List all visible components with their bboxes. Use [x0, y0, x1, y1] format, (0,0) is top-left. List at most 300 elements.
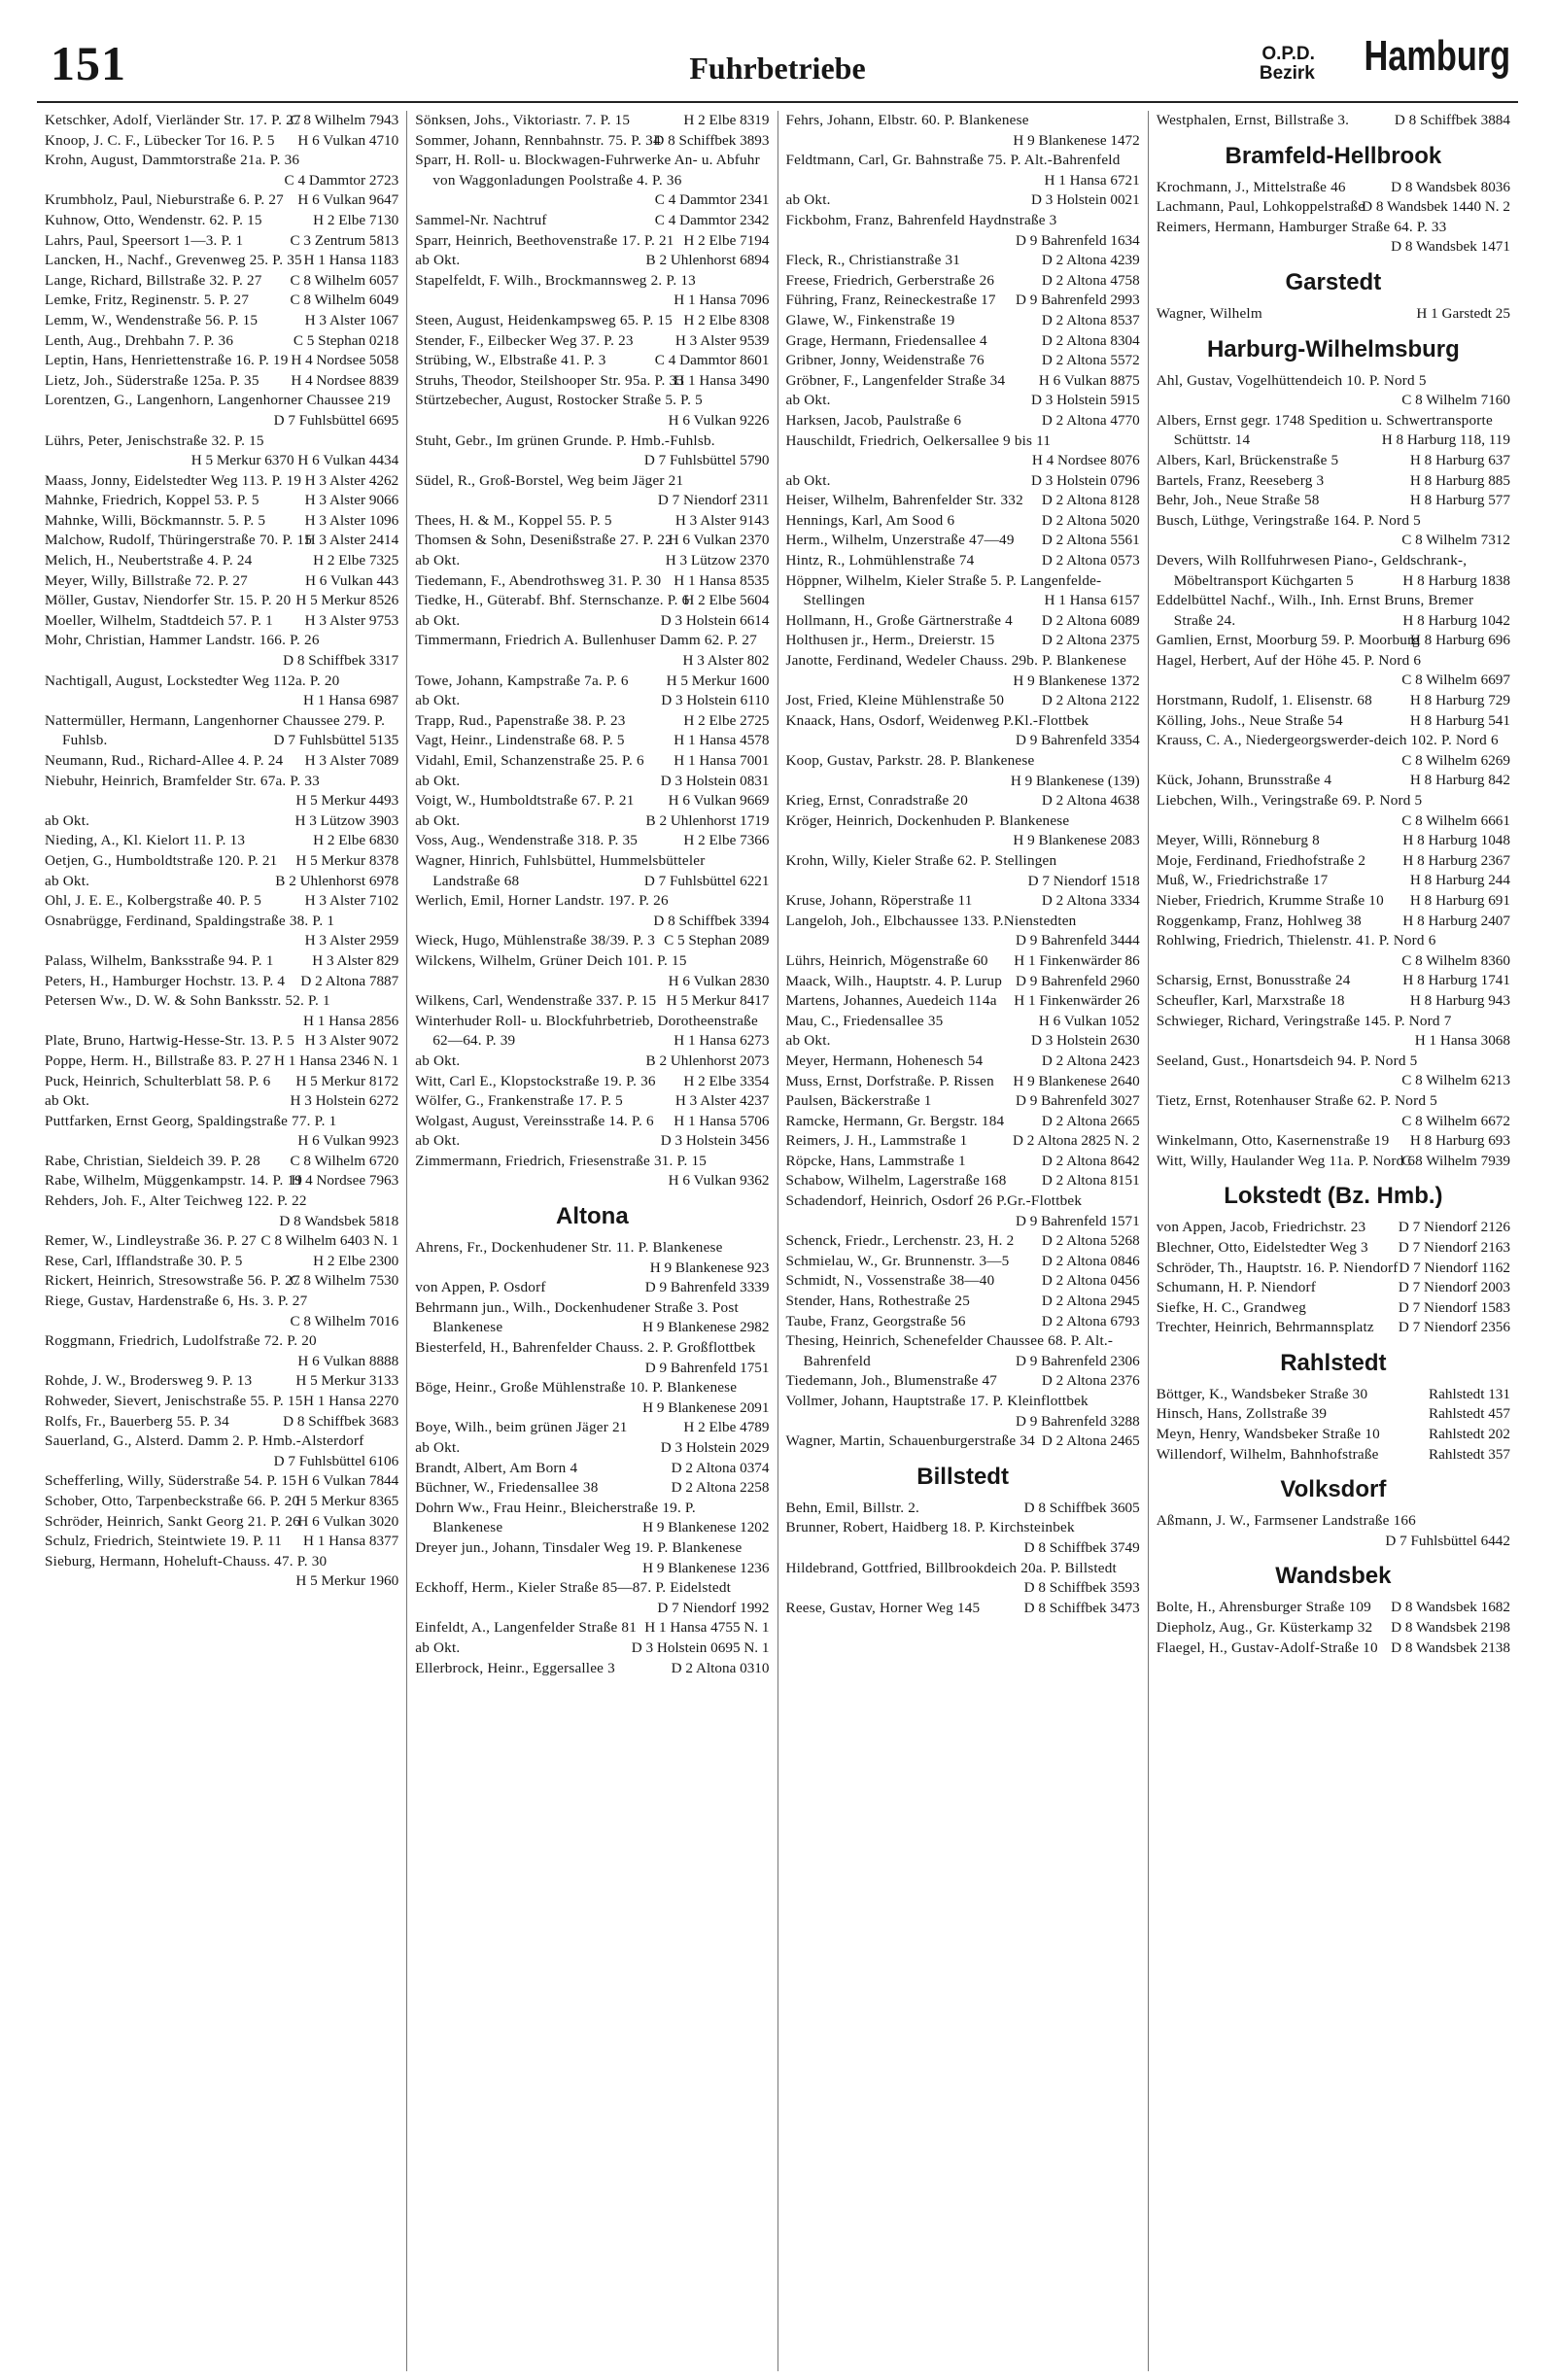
phone-number: H 8 Harburg 1042	[1402, 611, 1510, 629]
listing-name-address: Büchner, W., Friedensallee 38	[415, 1479, 599, 1497]
listing-name-address: Schulz, Friedrich, Steintwiete 19. P. 11	[45, 1533, 283, 1550]
listing-name-address: Krohn, Willy, Kieler Straße 62. P. Stellingen	[785, 851, 1057, 869]
listing-name-address: Tiedemann, F., Abendrothsweg 31. P. 30	[415, 571, 662, 589]
listing-name-address: Lahrs, Paul, Speersort 1—3. P. 1	[45, 231, 244, 249]
listing-name-address: Krohn, August, Dammtorstraße 21a. P. 36	[45, 152, 300, 169]
listing-column-2	[406, 111, 777, 2371]
listing-entry	[1157, 731, 1510, 771]
listing-entry	[786, 391, 1140, 411]
listing-entry	[786, 1518, 1140, 1558]
phone-number: H 8 Harburg 1741	[1402, 972, 1510, 989]
listing-entry	[1157, 871, 1510, 891]
listing-name-address: Schenck, Friedr., Lerchenstr. 23, H. 2	[785, 1232, 1015, 1250]
listing-name-address: Boye, Wilh., beim grünen Jäger 21	[415, 1419, 628, 1436]
listing-entry	[415, 1338, 769, 1378]
listing-entry	[45, 491, 398, 511]
listing-entry	[45, 672, 398, 711]
listing-entry	[45, 231, 398, 252]
phone-number: D 2 Altona 4638	[1041, 792, 1140, 810]
listing-name-address: Jost, Fried, Kleine Mühlenstraße 50	[785, 692, 1005, 709]
phone-number: D 7 Niendorf 1162	[1399, 1259, 1510, 1276]
listing-entry	[415, 1091, 769, 1112]
listing-entry	[45, 571, 398, 592]
listing-name-address: Meyer, Willi, Rönneburg 8	[1156, 832, 1320, 849]
listing-name-address: ab Okt.	[415, 772, 461, 789]
listing-name-address: Lemke, Fritz, Reginenstr. 5. P. 27	[45, 292, 250, 309]
district-heading: Wandsbek	[1275, 1563, 1392, 1590]
phone-number: H 6 Vulkan 2830	[668, 972, 770, 989]
listing-entry	[415, 351, 769, 371]
listing-entry	[45, 631, 398, 671]
phone-number: H 6 Vulkan 9923	[297, 1132, 399, 1150]
listing-name-address: Maass, Jonny, Eidelstedter Weg 113. P. 19	[45, 471, 302, 489]
listing-name-address: Thees, H. & M., Koppel 55. P. 5	[415, 511, 612, 529]
phone-number: D 9 Bahrenfeld 1571	[1015, 1212, 1140, 1229]
listing-entry	[1157, 831, 1510, 851]
phone-number: H 4 Nordsee 8076	[1031, 452, 1140, 469]
listing-name-address: Meyer, Hermann, Hohenesch 54	[785, 1052, 984, 1069]
listing-entry	[45, 1392, 398, 1412]
phone-number: D 8 Schiffbek 3593	[1023, 1579, 1140, 1597]
listing-entry	[1157, 451, 1510, 471]
listing-name-address: Thesing, Heinrich, Schenefelder Chaussee 68. P. Alt.-Bahrenfeld	[785, 1332, 1114, 1369]
listing-name-address: Schröder, Th., Hauptstr. 16. P. Niendorf	[1156, 1259, 1399, 1276]
listing-name-address: Kück, Johann, Brunsstraße 4	[1156, 772, 1332, 789]
listing-name-address: Hinsch, Hans, Zollstraße 39	[1156, 1405, 1328, 1423]
listing-name-address: Sparr, H. Roll- u. Blockwagen-Fuhrwerke An- u. Abfuhr von Waggonladungen Poolstraße 4. P. 36	[415, 152, 760, 189]
listing-name-address: Aßmann, J. W., Farmsener Landstraße 166	[1156, 1512, 1416, 1530]
phone-number: H 2 Elbe 8319	[683, 112, 770, 128]
listing-entry	[45, 1492, 398, 1512]
phone-number: H 8 Harburg 541	[1409, 711, 1510, 729]
listing-name-address: Lange, Richard, Billstraße 32. P. 27	[45, 271, 262, 289]
phone-number: H 5 Merkur 1960	[295, 1572, 399, 1590]
phone-number: H 6 Vulkan 9669	[668, 792, 770, 810]
listing-entry	[415, 151, 769, 211]
listing-entry	[786, 1012, 1140, 1032]
listing-entry	[415, 1578, 769, 1618]
listing-entry	[45, 1152, 398, 1172]
phone-number: H 1 Hansa 4755 N. 1	[644, 1619, 770, 1637]
listing-name-address: Diepholz, Aug., Gr. Küsterkamp 32	[1156, 1619, 1373, 1637]
listing-entry	[45, 912, 398, 951]
phone-number: D 7 Niendorf 1583	[1398, 1298, 1510, 1316]
listing-name-address: Trapp, Rud., Papenstraße 38. P. 23	[415, 711, 626, 729]
phone-number: H 6 Vulkan 4710	[297, 131, 399, 149]
listing-name-address: Puttfarken, Ernst Georg, Spaldingstraße 77. P. 1	[45, 1112, 337, 1129]
listing-entry	[415, 831, 769, 851]
listing-name-address: Niebuhr, Heinrich, Bramfelder Str. 67a. P. 33	[45, 772, 320, 789]
listing-name-address: Rolfs, Fr., Bauerberg 55. P. 34	[45, 1412, 229, 1430]
listing-entry	[786, 1231, 1140, 1252]
phone-number: D 2 Altona 2375	[1041, 632, 1140, 649]
listing-entry	[45, 431, 398, 471]
listing-entry	[45, 1072, 398, 1092]
listing-name-address: ab Okt.	[415, 1052, 461, 1069]
phone-number: H 3 Alster 9753	[304, 611, 399, 629]
phone-number: C 8 Wilhelm 6213	[1401, 1072, 1510, 1089]
listing-name-address: Albers, Ernst gegr. 1748 Spedition u. Schwertransporte Schüttstr. 14	[1156, 411, 1493, 449]
listing-name-address: Lietz, Joh., Süderstraße 125a. P. 35	[45, 371, 259, 389]
listing-name-address: ab Okt.	[785, 1032, 831, 1050]
listing-name-address: ab Okt.	[785, 392, 831, 409]
phone-number: B 2 Uhlenhorst 1719	[645, 811, 770, 829]
listing-entry	[415, 571, 769, 592]
listing-entry	[45, 811, 398, 832]
listing-entry	[415, 772, 769, 792]
listing-name-address: Seeland, Gust., Honartsdeich 94. P. Nord 5	[1156, 1052, 1418, 1069]
phone-number: H 9 Blankenese 1472	[1013, 131, 1140, 149]
phone-number: H 8 Harburg 244	[1409, 872, 1510, 889]
listing-entry	[786, 491, 1140, 511]
listing-name-address: Meyn, Henry, Wandsbeker Straße 10	[1156, 1426, 1380, 1443]
listing-entry	[786, 190, 1140, 211]
listing-entry	[415, 791, 769, 811]
phone-number: H 1 Hansa 6273	[674, 1032, 770, 1050]
listing-entry	[45, 951, 398, 972]
phone-number: H 3 Holstein 6272	[290, 1092, 399, 1110]
listing-name-address: Poppe, Herm. H., Billstraße 83. P. 27	[45, 1052, 271, 1069]
phone-number: H 8 Harburg 693	[1409, 1132, 1510, 1150]
listing-entry	[786, 951, 1140, 972]
phone-number: H 8 Harburg 2407	[1402, 912, 1510, 929]
phone-number: D 8 Schiffbek 3317	[283, 652, 399, 670]
phone-number: D 2 Altona 0456	[1041, 1272, 1140, 1290]
listing-name-address: Moje, Ferdinand, Friedhofstraße 2	[1156, 851, 1366, 869]
listing-name-address: Heiser, Wilhelm, Bahrenfelder Str. 332	[785, 492, 1023, 509]
listing-name-address: Trechter, Heinrich, Behrmannsplatz	[1156, 1319, 1374, 1336]
phone-number: D 2 Altona 0846	[1041, 1252, 1140, 1269]
phone-number: H 5 Merkur 8417	[666, 992, 770, 1010]
listing-entry	[415, 631, 769, 671]
phone-number: C 3 Zentrum 5813	[290, 231, 399, 249]
listing-entry	[786, 371, 1140, 392]
listing-name-address: Brandt, Albert, Am Born 4	[415, 1459, 578, 1476]
phone-number: H 3 Alster 2959	[304, 932, 399, 949]
listing-name-address: Gribner, Jonny, Weidenstraße 76	[785, 352, 985, 369]
listing-entry	[415, 672, 769, 692]
phone-number: D 2 Altona 6793	[1041, 1312, 1140, 1329]
phone-number: D 3 Holstein 0796	[1030, 471, 1140, 489]
listing-entry	[45, 1191, 398, 1231]
phone-number: D 7 Fuhlsbüttel 6221	[643, 872, 770, 889]
listing-name-address: Winterhuder Roll- u. Blockfuhrbetrieb, Dorotheenstraße 62—64. P. 39	[415, 1012, 758, 1050]
listing-name-address: Behrmann jun., Wilh., Dockenhudener Straße 3. Post Blankenese	[415, 1298, 739, 1336]
listing-name-address: Flaegel, H., Gustav-Adolf-Straße 10	[1156, 1638, 1378, 1656]
listing-entry	[415, 551, 769, 571]
listing-name-address: Vagt, Heinr., Lindenstraße 68. P. 5	[415, 732, 625, 749]
listing-name-address: Nieber, Friedrich, Krumme Straße 10	[1156, 892, 1384, 909]
phone-number: D 7 Niendorf 2163	[1398, 1238, 1510, 1256]
listing-entry	[786, 691, 1140, 711]
listing-name-address: Winkelmann, Otto, Kasernenstraße 19	[1156, 1132, 1390, 1150]
listing-columns	[37, 111, 1518, 2371]
listing-name-address: ab Okt.	[415, 552, 461, 569]
phone-number: D 9 Bahrenfeld 1634	[1015, 231, 1140, 249]
phone-number: D 2 Altona 8642	[1041, 1152, 1140, 1169]
listing-name-address: Schefferling, Willy, Süderstraße 54. P. 15	[45, 1472, 296, 1490]
listing-name-address: Dreyer jun., Johann, Tinsdaler Weg 19. P. Blankenese	[415, 1538, 743, 1556]
phone-number: D 2 Altona 5561	[1041, 532, 1140, 549]
phone-number: D 2 Altona 2665	[1041, 1112, 1140, 1129]
listing-name-address: Sönksen, Johs., Viktoriastr. 7. P. 15	[415, 112, 631, 128]
listing-name-address: Glawe, W., Finkenstraße 19	[785, 311, 955, 328]
listing-name-address: Gröbner, F., Langenfelder Straße 34	[785, 371, 1006, 389]
phone-number: D 9 Bahrenfeld 2960	[1015, 972, 1140, 989]
phone-number: H 2 Elbe 8308	[683, 311, 770, 328]
phone-number: H 3 Alster 829	[312, 951, 399, 969]
phone-number: Rahlstedt 202	[1429, 1426, 1510, 1443]
listing-column-1	[37, 111, 406, 2371]
phone-number: C 8 Wilhelm 7312	[1401, 532, 1510, 549]
listing-name-address: Tiedke, H., Güterabf. Bhf. Sternschanze. P. 6	[415, 592, 690, 609]
listing-name-address: Lancken, H., Nachf., Grevenweg 25. P. 35	[45, 252, 302, 269]
listing-entry	[415, 1459, 769, 1479]
listing-name-address: ab Okt.	[415, 611, 461, 629]
listing-name-address: ab Okt.	[415, 811, 461, 829]
listing-entry	[415, 731, 769, 751]
listing-entry	[45, 851, 398, 872]
listing-entry	[1157, 371, 1510, 411]
listing-name-address: Voigt, W., Humboldtstraße 67. P. 21	[415, 792, 635, 810]
listing-name-address: Rohweder, Sievert, Jenischstraße 55. P. 15	[45, 1393, 303, 1409]
listing-entry	[786, 1152, 1140, 1172]
listing-entry	[415, 611, 769, 632]
listing-name-address: ab Okt.	[785, 471, 831, 489]
listing-column-4	[1148, 111, 1518, 2371]
phone-number: D 3 Holstein 2630	[1030, 1032, 1140, 1050]
listing-name-address: Muss, Ernst, Dorfstraße. P. Rissen	[785, 1072, 994, 1089]
phone-number: H 2 Elbe 7194	[683, 231, 770, 249]
listing-entry	[45, 1171, 398, 1191]
district-heading: Volksdorf	[1280, 1476, 1387, 1503]
listing-name-address: Petersen Ww., D. W. & Sohn Banksstr. 52. P. 1	[45, 992, 330, 1010]
listing-entry	[786, 411, 1140, 431]
listing-entry	[45, 591, 398, 611]
listing-entry	[415, 251, 769, 271]
phone-number: D 3 Holstein 3456	[660, 1132, 770, 1150]
phone-number: H 6 Vulkan 9647	[297, 191, 399, 209]
listing-entry	[45, 211, 398, 231]
listing-entry	[1157, 411, 1510, 451]
listing-entry	[786, 1499, 1140, 1519]
district-heading: Garstedt	[1285, 268, 1382, 295]
phone-number: H 9 Blankenese 1202	[642, 1519, 770, 1536]
listing-entry	[45, 872, 398, 892]
listing-entry	[415, 111, 769, 131]
phone-number: C 8 Wilhelm 6049	[290, 292, 399, 309]
listing-name-address: Holthusen jr., Herm., Dreierstr. 15	[785, 632, 995, 649]
listing-name-address: Fickbohm, Franz, Bahrenfeld Haydnstraße 3	[785, 211, 1057, 228]
phone-number: H 1 Hansa 7001	[674, 752, 770, 769]
listing-name-address: Führing, Franz, Reineckestraße 17	[785, 292, 996, 309]
listing-name-address: ab Okt.	[45, 811, 90, 829]
listing-name-address: Maack, Wilh., Hauptstr. 4. P. Lurup	[785, 972, 1003, 989]
listing-entry	[786, 651, 1140, 691]
listing-entry	[45, 151, 398, 190]
phone-number: H 1 Hansa 1183	[303, 252, 399, 269]
listing-entry	[786, 351, 1140, 371]
phone-number: H 1 Hansa 3490	[674, 371, 770, 389]
phone-number: H 3 Alster 802	[682, 652, 770, 670]
listing-entry	[415, 1112, 769, 1132]
listing-entry	[415, 311, 769, 331]
listing-entry	[45, 1552, 398, 1592]
phone-number: H 3 Alster 9072	[304, 1032, 399, 1050]
listing-entry	[786, 1112, 1140, 1132]
listing-name-address: Krauss, C. A., Niedergeorgswerder-deich 102. P. Nord 6	[1156, 732, 1499, 749]
listing-name-address: Witt, Carl E., Klopstockstraße 19. P. 36	[415, 1072, 656, 1089]
listing-name-address: Böge, Heinr., Große Mühlenstraße 10. P. Blankenese	[415, 1379, 738, 1397]
phone-number: C 5 Stephan 0218	[293, 331, 399, 349]
listing-name-address: Leptin, Hans, Henriettenstraße 16. P. 19	[45, 352, 289, 369]
page-number: 151	[51, 36, 126, 90]
listing-entry	[786, 791, 1140, 811]
listing-entry	[786, 291, 1140, 311]
listing-entry	[415, 211, 769, 231]
listing-name-address: Vidahl, Emil, Schanzenstraße 25. P. 6	[415, 752, 644, 769]
phone-number: C 4 Dammtor 2341	[654, 191, 770, 209]
listing-entry	[45, 751, 398, 772]
phone-number: H 8 Harburg 2367	[1402, 851, 1510, 869]
listing-entry	[45, 1271, 398, 1292]
listing-entry	[786, 551, 1140, 571]
listing-name-address: Stuht, Gebr., Im grünen Grunde. P. Hmb.-Fuhlsb.	[415, 431, 715, 449]
phone-number: H 3 Alster 4237	[674, 1092, 770, 1110]
page-header	[37, 0, 1518, 103]
listing-entry	[786, 1171, 1140, 1191]
listing-entry	[1157, 631, 1510, 651]
listing-entry	[45, 511, 398, 532]
listing-entry	[1157, 1091, 1510, 1131]
phone-number: H 1 Hansa 6987	[302, 692, 399, 709]
listing-name-address: Neumann, Rud., Richard-Allee 4. P. 24	[45, 752, 284, 769]
listing-name-address: Schmidt, N., Vossenstraße 38—40	[785, 1272, 995, 1290]
phone-number: H 3 Alster 9539	[674, 331, 770, 349]
listing-entry	[1157, 711, 1510, 732]
listing-name-address: Muß, W., Friedrichstraße 17	[1156, 872, 1329, 889]
phone-number: H 5 Merkur 3133	[295, 1372, 399, 1390]
phone-number: C 4 Dammtor 2723	[284, 171, 399, 189]
listing-name-address: Sammel-Nr. Nachtruf	[415, 211, 547, 228]
phone-number: D 7 Niendorf 2311	[657, 492, 770, 509]
listing-name-address: Peters, H., Hamburger Hochstr. 13. P. 4	[45, 972, 286, 989]
listing-name-address: Böttger, K., Wandsbeker Straße 30	[1156, 1385, 1368, 1402]
phone-number: C 8 Wilhelm 7939	[1401, 1152, 1510, 1169]
listing-name-address: Möller, Gustav, Niendorfer Str. 15. P. 20	[45, 592, 292, 609]
phone-number: H 6 Vulkan 9362	[668, 1172, 770, 1190]
listing-entry	[45, 1331, 398, 1371]
phone-number: H 2 Elbe 7325	[313, 552, 399, 569]
listing-entry	[415, 751, 769, 772]
region-label	[1260, 45, 1315, 84]
listing-name-address: Zimmermann, Friedrich, Friesenstraße 31. P. 15	[415, 1152, 708, 1169]
listing-name-address: ab Okt.	[415, 1439, 461, 1456]
listing-entry	[786, 1331, 1140, 1371]
listing-entry	[786, 811, 1140, 851]
listing-entry	[1157, 1278, 1510, 1298]
listing-name-address: Grage, Hermann, Friedensallee 4	[785, 331, 987, 349]
phone-number: C 8 Wilhelm 7160	[1401, 392, 1510, 409]
listing-name-address: Willendorf, Wilhelm, Bahnhofstraße	[1156, 1445, 1379, 1463]
phone-number: D 2 Altona 3334	[1041, 892, 1140, 910]
phone-number: H 1 Hansa 8377	[302, 1533, 399, 1550]
listing-entry	[786, 431, 1140, 471]
listing-entry	[786, 1072, 1140, 1092]
listing-name-address: Remer, W., Lindleystraße 36. P. 27	[45, 1232, 257, 1250]
phone-number: D 3 Holstein 0831	[660, 772, 770, 789]
listing-entry	[786, 1091, 1140, 1112]
listing-name-address: Schober, Otto, Tarpenbeckstraße 66. P. 20	[45, 1492, 300, 1509]
listing-name-address: Paulsen, Bäckerstraße 1	[785, 1092, 932, 1110]
listing-entry	[415, 1438, 769, 1459]
listing-entry	[45, 111, 398, 131]
listing-entry	[415, 1538, 769, 1578]
listing-entry	[415, 531, 769, 551]
listing-entry	[786, 471, 1140, 492]
phone-number: B 2 Uhlenhorst 6894	[645, 252, 770, 269]
phone-number: D 8 Wandsbek 5818	[279, 1212, 399, 1229]
listing-entry	[45, 251, 398, 271]
phone-number: H 1 Hansa 3068	[1414, 1032, 1510, 1050]
phone-number: H 3 Alster 9066	[304, 492, 399, 509]
district-heading: Altona	[556, 1203, 629, 1230]
phone-number: H 9 Blankenese 2091	[642, 1398, 770, 1416]
listing-entry	[415, 371, 769, 392]
phone-number: H 9 Blankenese 1372	[1013, 672, 1140, 689]
listing-name-address: Lührs, Peter, Jenischstraße 32. P. 15	[45, 431, 264, 449]
phone-number: C 8 Wilhelm 6403 N. 1	[260, 1232, 399, 1250]
phone-number: D 8 Schiffbek 3749	[1023, 1538, 1140, 1556]
listing-entry	[45, 291, 398, 311]
listing-name-address: Vollmer, Johann, Hauptstraße 17. P. Kleinflottbek	[785, 1393, 1088, 1409]
phone-number: C 8 Wilhelm 6720	[290, 1152, 399, 1169]
listing-name-address: Witt, Willy, Haulander Weg 11a. P. Nord 6	[1156, 1152, 1416, 1169]
listing-name-address: Werlich, Emil, Horner Landstr. 197. P. 26	[415, 892, 669, 910]
listing-entry	[45, 190, 398, 211]
phone-number: H 3 Lützow 3903	[294, 811, 399, 829]
listing-name-address: Rese, Carl, Ifflandstraße 30. P. 5	[45, 1252, 243, 1269]
listing-entry	[415, 991, 769, 1012]
listing-entry	[1157, 218, 1510, 258]
phone-number: H 4 Nordsee 8839	[291, 371, 399, 389]
listing-entry	[415, 951, 769, 991]
listing-name-address: Wagner, Martin, Schauenburgerstraße 34	[785, 1432, 1035, 1450]
phone-number: H 8 Harburg 118, 119	[1381, 431, 1510, 449]
listing-name-address: Kröger, Heinrich, Dockenhuden P. Blankenese	[785, 811, 1070, 829]
phone-number: H 2 Elbe 6830	[313, 832, 399, 849]
listing-entry	[415, 1638, 769, 1659]
phone-number: C 8 Wilhelm 6269	[1401, 751, 1510, 769]
listing-entry	[786, 571, 1140, 611]
listing-entry	[1157, 971, 1510, 991]
phone-number: D 7 Fuhlsbüttel 5790	[643, 452, 770, 469]
phone-number: D 8 Wandsbek 2138	[1391, 1638, 1510, 1656]
phone-number: D 2 Altona 2258	[671, 1479, 770, 1497]
district-heading: Harburg-Wilhelmsburg	[1206, 335, 1460, 362]
phone-number: D 3 Holstein 5915	[1030, 392, 1140, 409]
listing-name-address: ab Okt.	[415, 1638, 461, 1656]
listing-entry	[415, 1278, 769, 1298]
listing-name-address: Stürtzebecher, August, Rostocker Straße 5. P. 5	[415, 392, 703, 409]
phone-number: D 3 Holstein 0695 N. 1	[631, 1638, 770, 1656]
listing-entry	[415, 331, 769, 352]
listing-name-address: Reimers, J. H., Lammstraße 1	[785, 1132, 968, 1150]
phone-number: D 2 Altona 0310	[671, 1659, 770, 1676]
phone-number: H 2 Elbe 2300	[313, 1252, 399, 1269]
listing-entry	[1157, 931, 1510, 971]
listing-name-address: Siefke, H. C., Grandweg	[1156, 1298, 1307, 1316]
